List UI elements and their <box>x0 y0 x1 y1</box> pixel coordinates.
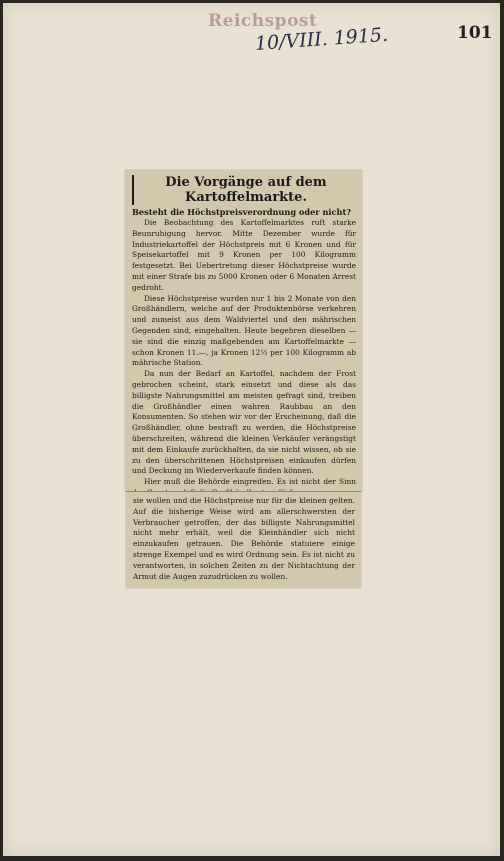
article-subtitle: Besteht die Höchstpreisverordnung oder nicht? <box>132 207 352 217</box>
newspaper-stamp: Reichspost <box>208 11 318 31</box>
newspaper-clipping-main <box>125 170 362 492</box>
article-paragraph: Da nun der Bedarf an Kartoffel, nachdem der Frost gebrochen scheint, stark einsetzt und diese als das billigste Nahrungsmittel am meisten gefragt sind, treiben die Großhändler einen wahren Raubbau an den Konsumenten. So stehen wir vor der Erscheinung, daß die Großhändler, ohne bestraft zu werden, die Höchstpreise überschreiten, während die kleinen Verkäufer verängstigt mit dem Einkaufe zurückhalten, da sie nicht wissen, ob sie zu den überschrittenen Höchstpreisen einkaufen dürfen und Deckung im Wiederverkaufe finden können. <box>132 369 356 476</box>
article-continuation: sie wollen und die Höchstpreise nur für die kleinen gelten. Auf die bisherige Weise wird am allerschwersten der Verbraucher getroffen, der das billigste Nahrungsmittel nicht mehr erhält, weil die Kleinhändler sich nicht einzukaufen getrauen. Die Behörde statuiere einige strenge Exempel und es wird Ordnung sein. Es ist nicht zu verantworten, in solchen Zeiten zu der Nichtachtung der Armut die Augen zuzudrücken zu wollen. <box>133 496 355 581</box>
article-paragraph: Die Beobachtung des Kartoffelmarktes ruft starke Beunruhigung hervor. Mitte Dezember wurde für Industriekartoffel der Höchstpreis mit 6 Kronen und für Speisekartoffel mit 9 Kronen per 100 Kilogramm festgesetzt. Bei Uebertretung dieser Höchstpreise wurde mit einer Strafe bis zu 5000 Kronen oder 6 Monaten Arrest gedroht. <box>132 218 356 292</box>
handwritten-date: 10/VIII. 1915. <box>254 23 389 55</box>
article-title: Die Vorgänge auf dem Kartoffelmarkte. <box>132 175 356 205</box>
article-paragraph: Hier muß die Behörde eingreifen. Es ist nicht der Sinn <box>144 477 356 487</box>
page-number: 101 <box>457 23 493 43</box>
newspaper-clipping-continuation <box>126 492 361 588</box>
archive-sheet <box>3 3 500 856</box>
article-paragraph: Diese Höchstpreise wurden nur 1 bis 2 Monate von den Großhändlern, welche auf der Produktenbörse verkehren und zumeist aus dem Waldviertel und den mährischen Gegenden sind, eingehalten. Heute begehren dieselben — sie sind die einzig maßgebenden am Kartoffelmarkte — schon Kronen 11.—, ja Kronen 12½ per 100 Kilogramm ab mährische Station. <box>132 293 356 368</box>
